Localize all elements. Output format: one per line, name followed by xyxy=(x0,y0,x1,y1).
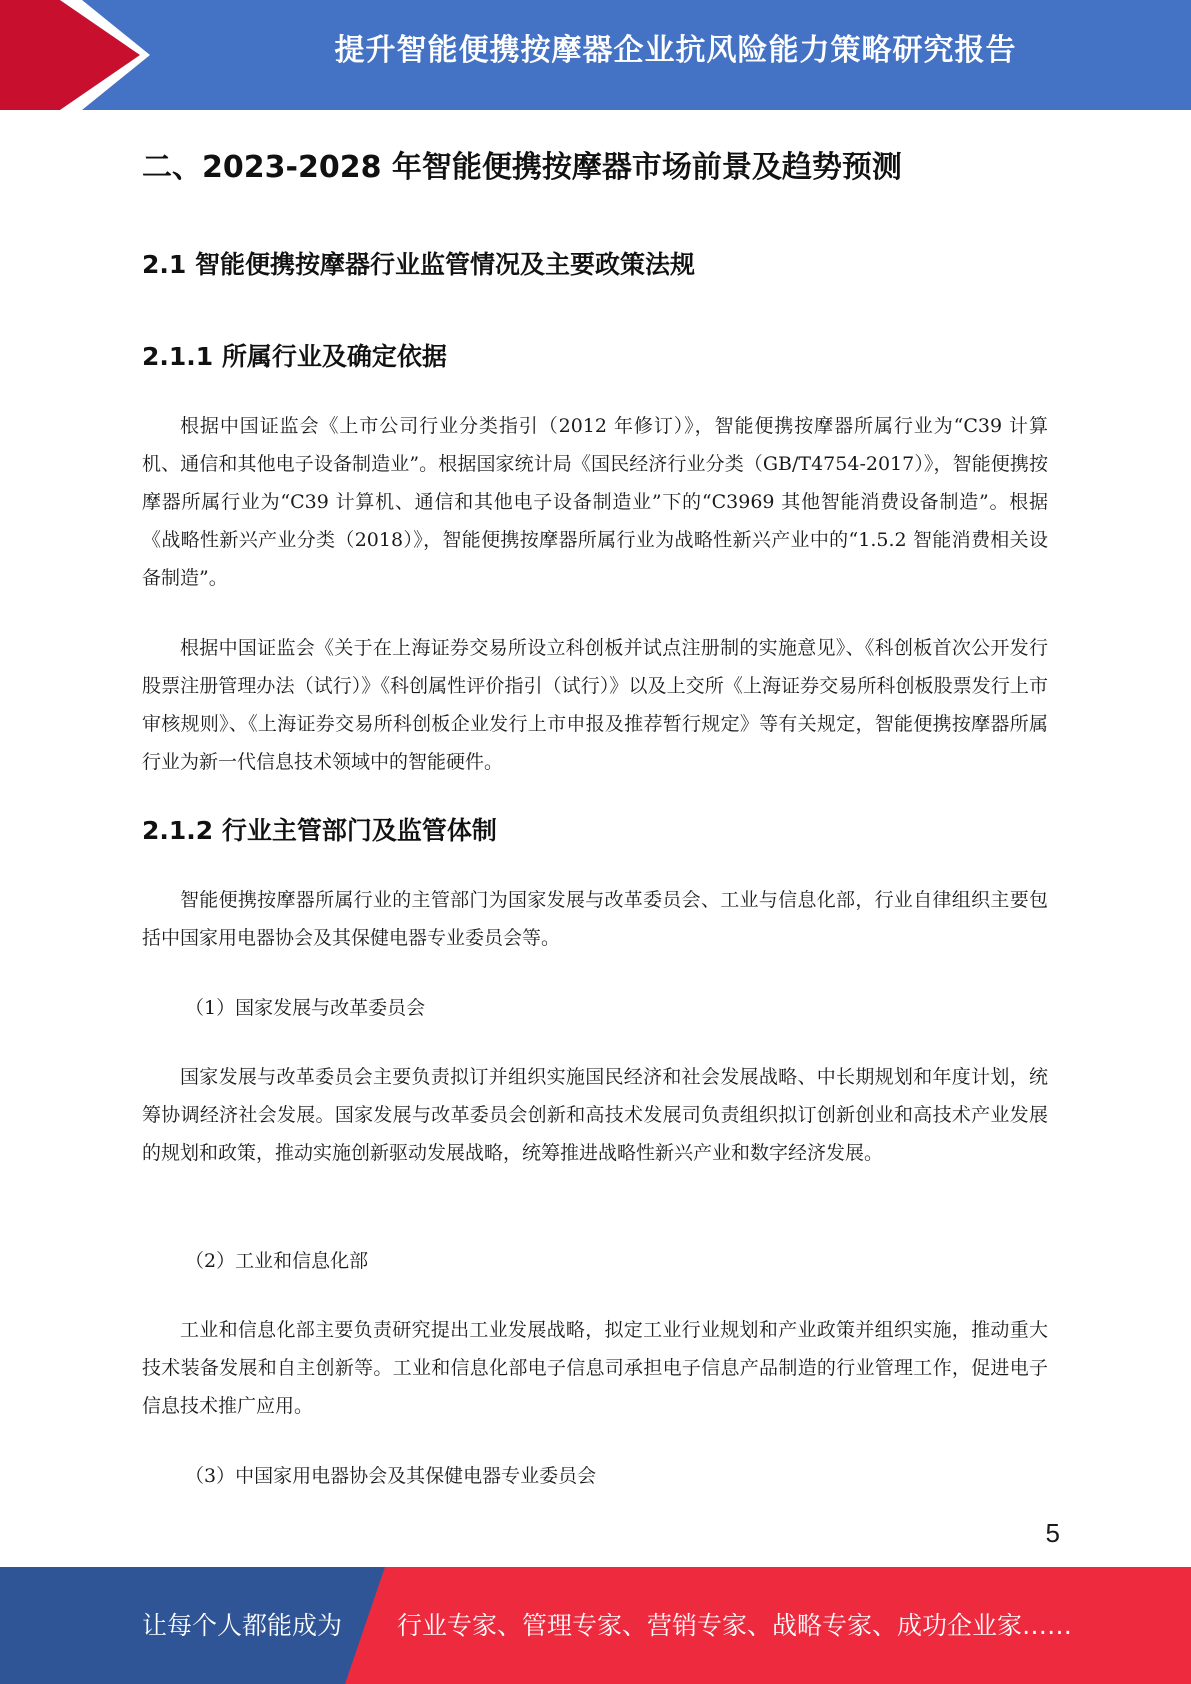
page-number: 5 xyxy=(1045,1518,1060,1548)
footer-slogan-left: 让每个人都能成为 xyxy=(142,1611,343,1640)
paragraph-regulatory-bodies: 智能便携按摩器所属行业的主管部门为国家发展与改革委员会、工业与信息化部，行业自律组织主要包括中国家用电器协会及其保健电器专业委员会等。 xyxy=(142,889,1048,949)
paragraph-ndrc: 国家发展与改革委员会主要负责拟订并组织实施国民经济和社会发展战略、中长期规划和年度计划，统筹协调经济社会发展。国家发展与改革委员会创新和高技术发展司负责组织拟订创新创业和高技术产业发展的规划和政策，推动实施创新驱动发展战略，统筹推进战略性新兴产业和数字经济发展。 xyxy=(142,1066,1048,1164)
report-header-band xyxy=(0,0,1191,110)
section-heading-2-1-1: 2.1.1 所属行业及确定依据 xyxy=(142,342,447,371)
item-caha-title: （3）中国家用电器协会及其保健电器专业委员会 xyxy=(185,1465,597,1487)
paragraph-miit: 工业和信息化部主要负责研究提出工业发展战略，拟定工业行业规划和产业政策并组织实施，推动重大技术装备发展和自主创新等。工业和信息化部电子信息司承担电子信息产品制造的行业管理工作，促进电子信息技术推广应用。 xyxy=(142,1319,1048,1417)
paragraph-star-market-classification: 根据中国证监会《关于在上海证券交易所设立科创板并试点注册制的实施意见》、《科创板首次公开发行股票注册管理办法（试行）》《科创属性评价指引（试行）》以及上交所《上海证券交易所科创板股票发行上市审核规则》、《上海证券交易所科创板企业发行上市申报及推荐暂行规定》等有关规定，智能便携按摩器所属行业为新一代信息技术领域中的智能硬件。 xyxy=(142,637,1048,773)
section-heading-2-1: 2.1 智能便携按摩器行业监管情况及主要政策法规 xyxy=(142,250,695,279)
report-title: 提升智能便携按摩器企业抗风险能力策略研究报告 xyxy=(334,33,1017,68)
footer-slogan-right: 行业专家、管理专家、营销专家、战略专家、成功企业家…… xyxy=(397,1611,1073,1640)
section-heading-2-1-2: 2.1.2 行业主管部门及监管体制 xyxy=(142,816,497,845)
footer-banner xyxy=(0,1567,1191,1684)
header-chevron-accent xyxy=(0,0,150,110)
chapter-heading: 二、2023-2028 年智能便携按摩器市场前景及趋势预测 xyxy=(142,150,902,185)
item-ndrc-title: （1）国家发展与改革委员会 xyxy=(185,997,426,1019)
item-miit-title: （2）工业和信息化部 xyxy=(185,1250,369,1272)
paragraph-industry-classification: 根据中国证监会《上市公司行业分类指引（2012 年修订）》，智能便携按摩器所属行业为“C39 计算机、通信和其他电子设备制造业”。根据国家统计局《国民经济行业分类（GB/T4754-2017）》，智能便携按摩器所属行业为“C39 计算机、通信和其他电子设备制造业”下的“C3969 其他智能消费设备制造”。根据《战略性新兴产业分类（2018）》，智能便携按摩器所属行业为战略性新兴产业中的“1.5.2 智能消费相关设备制造”。 xyxy=(142,415,1048,589)
